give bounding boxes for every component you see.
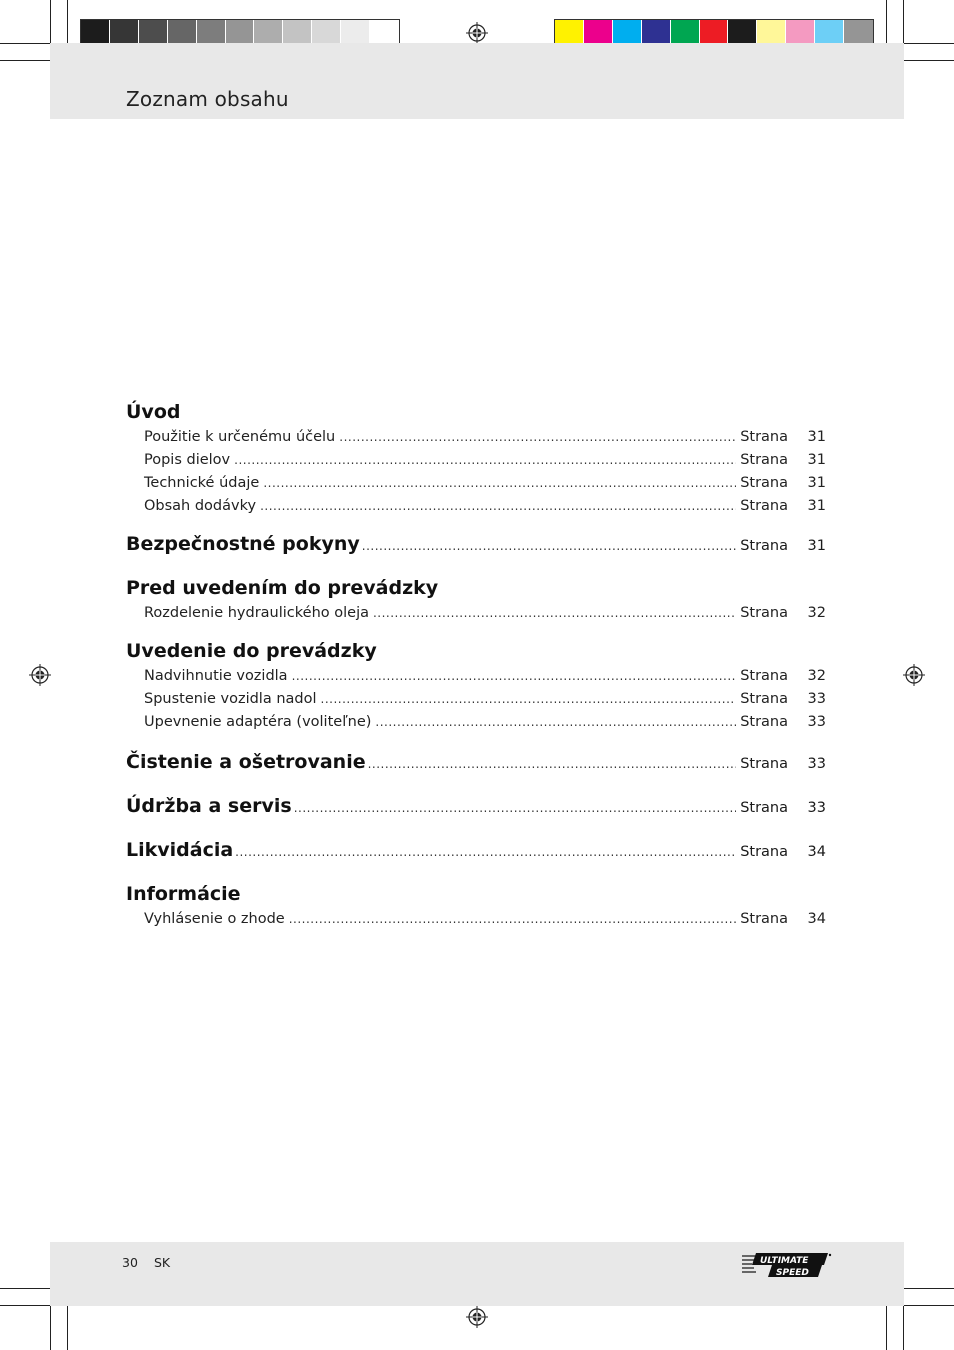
leader-dots — [234, 449, 736, 472]
toc-strana-label: Strana — [740, 475, 788, 491]
toc-entry-label: Popis dielov — [144, 452, 231, 468]
leader-dots — [373, 602, 736, 625]
registration-mark-icon — [903, 664, 925, 686]
toc-section-title: Údržba a servis — [126, 795, 292, 817]
toc-section — [126, 637, 826, 734]
toc-strana-label: Strana — [740, 452, 788, 468]
toc-section — [126, 880, 826, 931]
toc-entry-label: Nadvihnutie vozidla — [144, 668, 288, 684]
leader-dots — [362, 532, 736, 560]
page-title: Zoznam obsahu — [126, 87, 289, 111]
toc-strana-label: Strana — [740, 800, 788, 816]
toc-entry[interactable] — [126, 908, 826, 931]
registration-mark-icon — [466, 1306, 488, 1328]
toc-strana-label: Strana — [740, 498, 788, 514]
toc-section — [126, 398, 826, 518]
toc-entry[interactable] — [126, 426, 826, 449]
language-code: SK — [154, 1255, 171, 1270]
toc-strana-label: Strana — [740, 668, 788, 684]
toc-strana-label: Strana — [740, 911, 788, 927]
toc-strana-label: Strana — [740, 429, 788, 445]
toc-page-number: 31 — [807, 498, 826, 514]
toc-strana-label: Strana — [740, 605, 788, 621]
leader-dots — [289, 908, 736, 931]
crop-mark — [904, 1288, 954, 1289]
toc-entry[interactable] — [126, 602, 826, 625]
svg-text:SPEED: SPEED — [776, 1268, 809, 1278]
toc-strana-label: Strana — [740, 538, 788, 554]
leader-dots — [368, 750, 737, 778]
toc-section-title: Informácie — [126, 883, 241, 905]
page-footer — [50, 1242, 904, 1306]
crop-mark — [904, 43, 954, 44]
toc-section-heading-entry[interactable] — [126, 748, 826, 778]
crop-mark — [886, 0, 887, 43]
crop-mark — [903, 1306, 904, 1350]
toc-entry[interactable] — [126, 688, 826, 711]
svg-text:ULTIMATE: ULTIMATE — [760, 1256, 809, 1266]
crop-mark — [0, 1305, 50, 1306]
toc-entry-label: Spustenie vozidla nadol — [144, 691, 317, 707]
leader-dots — [321, 688, 737, 711]
toc-page-number: 31 — [807, 429, 826, 445]
toc-page-number: 33 — [807, 756, 826, 772]
toc-page-number: 31 — [807, 452, 826, 468]
crop-mark — [904, 60, 954, 61]
toc-page-number: 32 — [807, 605, 826, 621]
crop-mark — [50, 1306, 51, 1350]
registration-mark-icon — [466, 22, 488, 44]
toc-page-number: 32 — [807, 668, 826, 684]
crop-mark — [67, 0, 68, 43]
page-number: 30 — [122, 1255, 138, 1270]
toc-page-number: 34 — [807, 844, 826, 860]
toc-page-number: 34 — [807, 911, 826, 927]
toc-strana-label: Strana — [740, 844, 788, 860]
toc-section-title: Úvod — [126, 401, 181, 423]
toc-entry[interactable] — [126, 472, 826, 495]
toc-entry-label: Obsah dodávky — [144, 498, 257, 514]
toc-strana-label: Strana — [740, 714, 788, 730]
toc-section — [126, 530, 826, 560]
leader-dots — [235, 838, 736, 866]
toc-entry-label: Vyhlásenie o zhode — [144, 911, 285, 927]
toc-section-title: Bezpečnostné pokyny — [126, 533, 360, 555]
toc-entry-label: Rozdelenie hydraulického oleja — [144, 605, 369, 621]
toc-page-number: 31 — [807, 475, 826, 491]
toc-entry[interactable] — [126, 495, 826, 518]
page-header — [50, 43, 904, 119]
toc-section-heading-entry[interactable] — [126, 836, 826, 866]
toc-strana-label: Strana — [740, 691, 788, 707]
toc-entry[interactable] — [126, 449, 826, 472]
leader-dots — [263, 472, 736, 495]
toc-page-number: 33 — [807, 691, 826, 707]
leader-dots — [260, 495, 736, 518]
registration-mark-icon — [29, 664, 51, 686]
toc-entry-label: Technické údaje — [144, 475, 260, 491]
toc-section — [126, 836, 826, 866]
toc-section-title: Uvedenie do prevádzky — [126, 640, 377, 662]
toc-strana-label: Strana — [740, 756, 788, 772]
toc-page-number: 31 — [807, 538, 826, 554]
toc-section-heading-entry[interactable] — [126, 792, 826, 822]
toc-entry-label: Použitie k určenému účelu — [144, 429, 336, 445]
leader-dots — [375, 711, 736, 734]
toc-entry[interactable] — [126, 665, 826, 688]
toc-page-number: 33 — [807, 714, 826, 730]
crop-mark — [0, 43, 50, 44]
crop-mark — [0, 1288, 50, 1289]
crop-mark — [0, 60, 50, 61]
toc-section — [126, 748, 826, 778]
table-of-contents — [126, 398, 826, 931]
crop-mark — [903, 0, 904, 43]
toc-section-heading-entry[interactable] — [126, 530, 826, 560]
toc-entry[interactable] — [126, 711, 826, 734]
toc-section-title: Likvidácia — [126, 839, 234, 861]
crop-mark — [904, 1305, 954, 1306]
toc-section — [126, 574, 826, 625]
toc-page-number: 33 — [807, 800, 826, 816]
ultimate-speed-logo — [742, 1250, 832, 1280]
leader-dots — [294, 794, 736, 822]
toc-entry-label: Upevnenie adaptéra (voliteľne) — [144, 714, 372, 730]
crop-mark — [886, 1306, 887, 1350]
toc-section-title: Pred uvedením do prevádzky — [126, 577, 439, 599]
toc-section — [126, 792, 826, 822]
toc-section-title: Čistenie a ošetrovanie — [126, 751, 366, 773]
crop-mark — [67, 1306, 68, 1350]
leader-dots — [339, 426, 736, 449]
crop-mark — [50, 0, 51, 43]
leader-dots — [292, 665, 737, 688]
